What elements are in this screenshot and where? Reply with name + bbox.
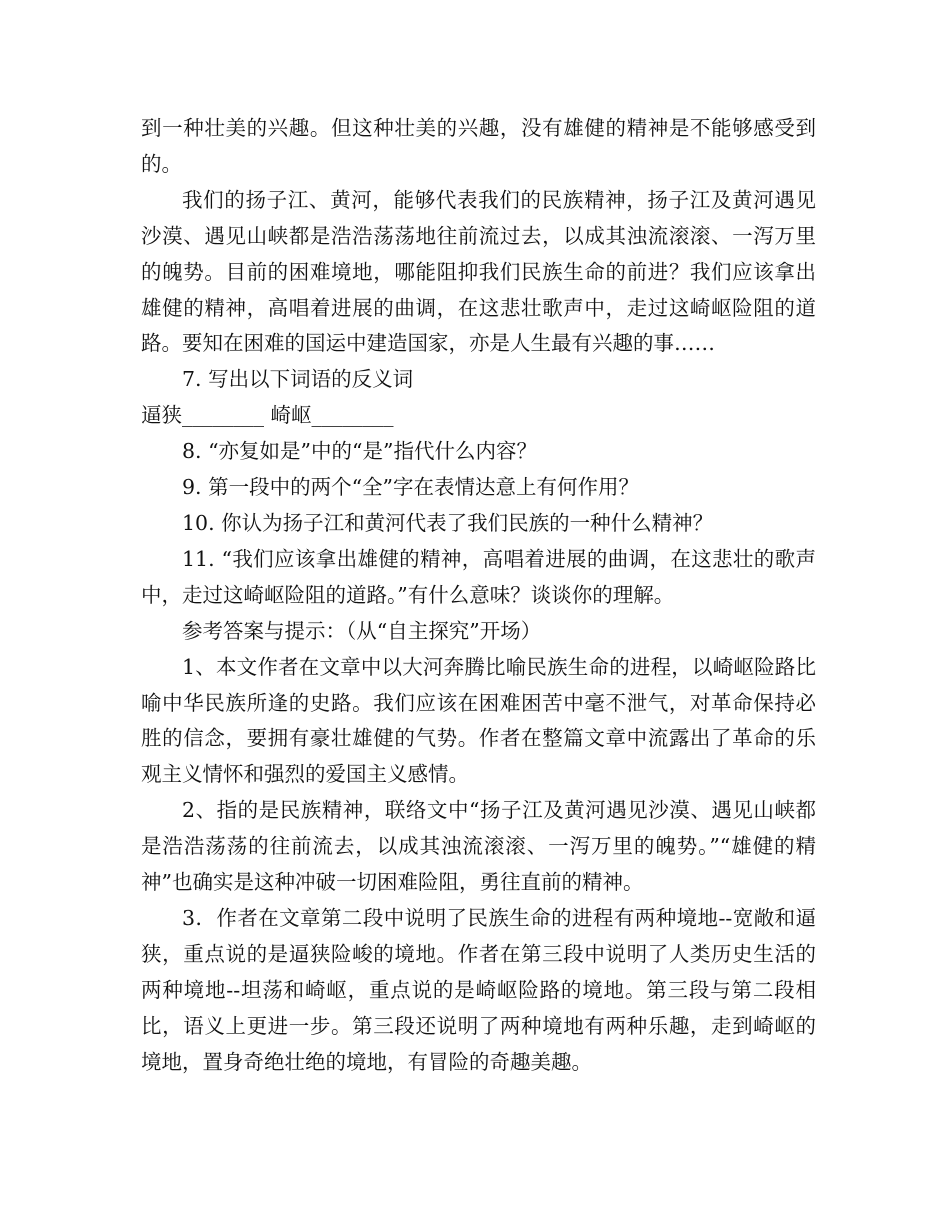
question-10: 10. 你认为扬子江和黄河代表了我们民族的一种什么精神？: [182, 510, 714, 535]
question-8: 8. “亦复如是”中的“是”指代什么内容？: [182, 439, 537, 464]
answer-3: 3．作者在文章第二段中说明了民族生命的进程有两种境地--宽敞和逼狭，重点说的是逼狭险峻的境地。作者在第三段中说明了人类历史生活的两种境地--坦荡和崎岖，重点说的是崎岖险路的境地。第三段与第二段相比，语义上更进一步。第三段还说明了两种境地有两种乐趣，走到崎岖的境地，置身奇绝壮绝的境地，有冒险的奇趣美趣。: [141, 905, 816, 1074]
question-9: 9. 第一段中的两个“全”字在表情达意上有何作用？: [182, 475, 640, 500]
question-7: 7. 写出以下词语的反义词: [182, 367, 414, 392]
rivers-paragraph: 我们的扬子江、黄河，能够代表我们的民族精神，扬子江及黄河遇见沙漠、遇见山峡都是浩浩荡荡地往前流过去，以成其浊流滚滚、一泻万里的魄势。目前的困难境地，哪能阻抑我们民族生命的前进？我们应该拿出雄健的精神，高唱着进展的曲调，在这悲壮歌声中，走过这崎岖险阻的道路。要知在困难的国运中建造国家，亦是人生最有兴趣的事……: [141, 187, 816, 356]
continuation-paragraph: 到一种壮美的兴趣。但这种壮美的兴趣，没有雄健的精神是不能够感受到的。: [141, 116, 816, 176]
answers-heading: 参考答案与提示：（从“自主探究”开场）: [182, 618, 542, 643]
answer-2: 2、指的是民族精神，联络文中“扬子江及黄河遇见沙漠、遇见山峡都是浩浩荡荡的往前流去，以成其浊流滚滚、一泻万里的魄势。”“雄健的精神”也确实是这种冲破一切困难险阻，勇往直前的精神。: [141, 798, 816, 895]
question-7-blanks: 逼狭________ 崎岖________: [141, 403, 394, 428]
answer-1: 1、本文作者在文章中以大河奔腾比喻民族生命的进程，以崎岖险路比喻中华民族所逢的史路。我们应该在困难困苦中毫不泄气，对革命保持必胜的信念，要拥有豪壮雄健的气势。作者在整篇文章中流露出了革命的乐观主义情怀和强烈的爱国主义感情。: [141, 654, 816, 787]
question-11: 11. “我们应该拿出雄健的精神，高唱着进展的曲调，在这悲壮的歌声中，走过这崎岖险阻的道路。”有什么意味？谈谈你的理解。: [141, 546, 816, 607]
document-body: [141, 111, 816, 1080]
